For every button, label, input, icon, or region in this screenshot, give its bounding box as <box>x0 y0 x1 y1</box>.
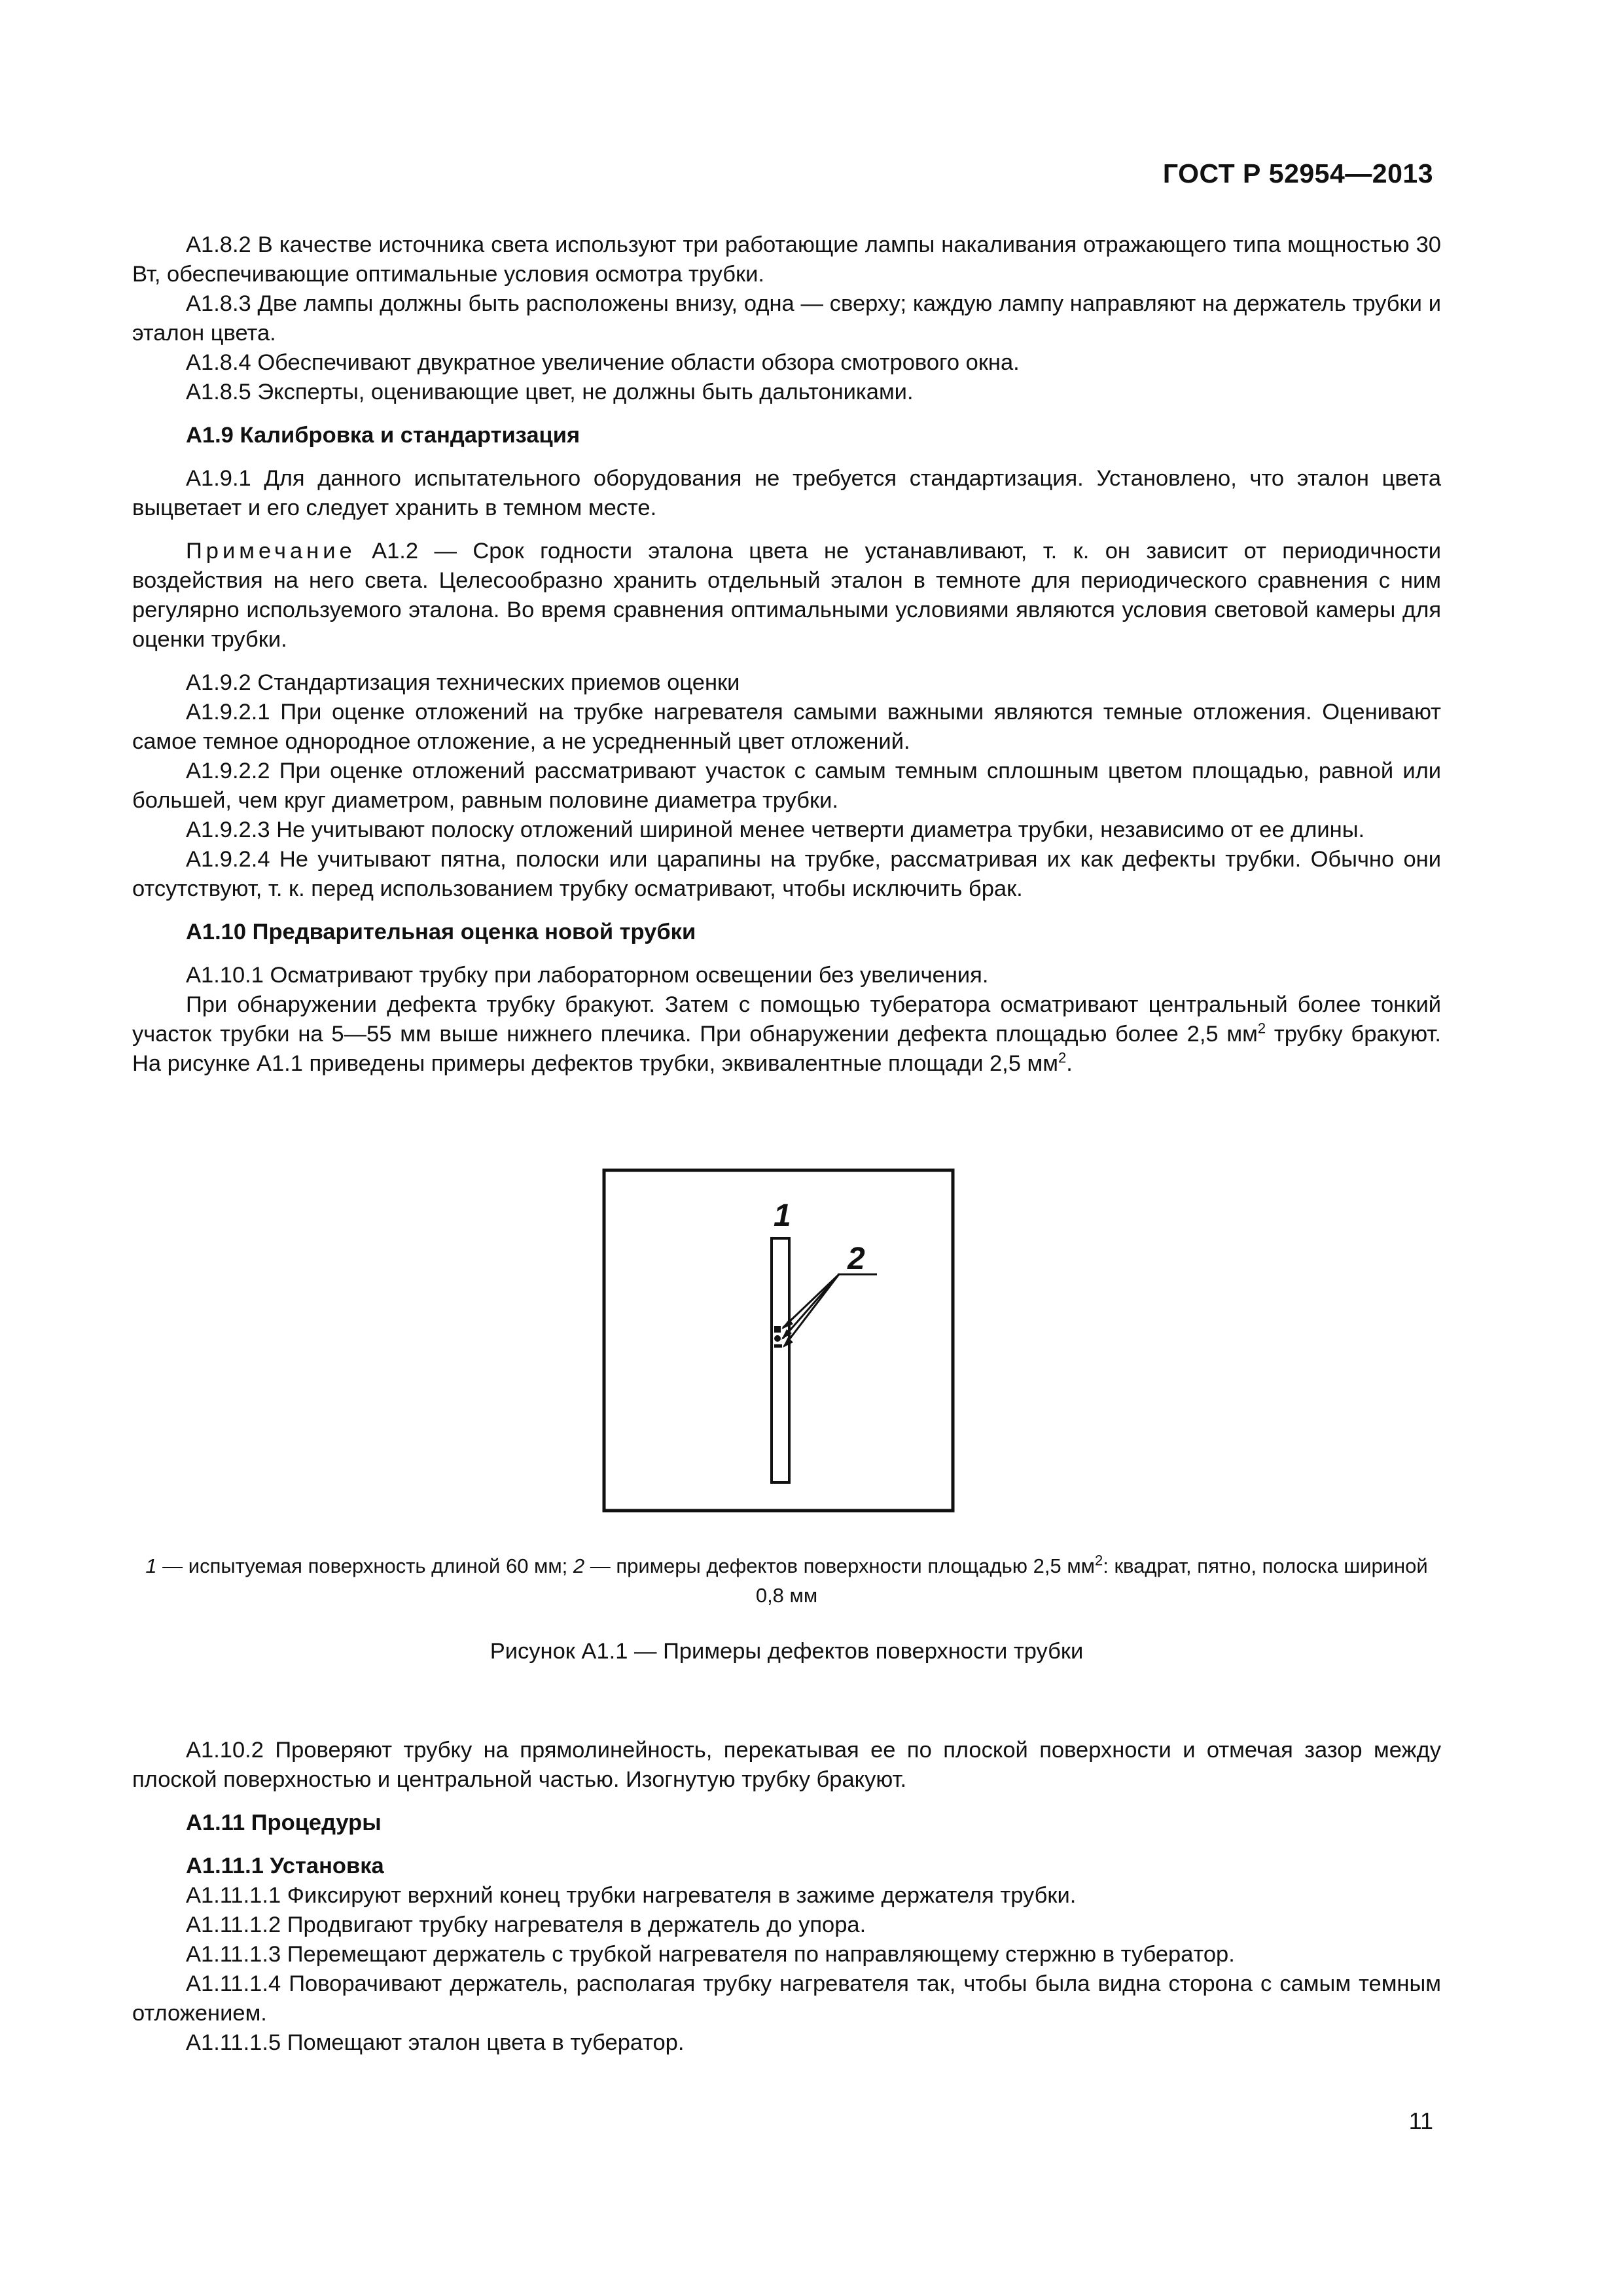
page-number: 11 <box>1408 2108 1433 2134</box>
note-label: Примечание <box>186 539 356 564</box>
test-tube-surface <box>772 1238 789 1482</box>
figure-label-2: 2 <box>847 1242 865 1276</box>
leader-line-strip <box>784 1274 839 1346</box>
heading-a1-11: А1.11 Процедуры <box>186 1810 382 1835</box>
paragraph-a1-11-1-1: А1.11.1.1 Фиксируют верхний конец трубки нагревателя в зажиме держателя трубки. <box>186 1883 1077 1908</box>
defect-spot <box>774 1335 781 1342</box>
figure-label-1: 1 <box>774 1198 791 1233</box>
heading-a1-10: А1.10 Предварительная оценка новой трубки <box>186 920 696 944</box>
leader-line-square <box>783 1274 839 1328</box>
paragraph-a1-8-2: А1.8.2 В качестве источника света используют три работающие лампы накаливания отражающего типа мощностью 30 Вт, обеспечивающие оптимальные условия осмотра трубки. <box>132 232 1441 287</box>
paragraph-a1-11-1-5: А1.11.1.5 Помещают эталон цвета в туберaтор. <box>186 2030 685 2055</box>
defect-square <box>774 1326 781 1333</box>
paragraph-a1-9-1: А1.9.1 Для данного испытательного оборудования не требуется стандартизация. Установлено, что эталон цвета выцветает и его следует хранить в темном месте. <box>132 466 1441 520</box>
paragraph-defect-rejection: При обнаружении дефекта трубку бракуют. Затем с помощью туберaтора осматривают центральный более тонкий участок трубки на 5—55 мм выше нижнего плечика. При обнаружении дефекта площадью более 2,5 $мм^2$ трубку бракуют. На рисунке А1.1 приведены примеры дефектов трубки, эквивалентные площади 2,5 $мм^2$. <box>132 992 1441 1076</box>
paragraph-a1-11-1-3: А1.11.1.3 Перемещают держатель с трубкой нагревателя по направляющему стержню в туберaтор. <box>186 1942 1235 1967</box>
paragraph-a1-8-5: А1.8.5 Эксперты, оценивающие цвет, не должны быть дальтониками. <box>186 380 914 404</box>
paragraph-a1-9-2-1: А1.9.2.1 При оценке отложений на трубке нагревателя самыми важными являются темные отложения. Оценивают самое темное однородное отложение, а не усредненный цвет отложений. <box>132 700 1441 754</box>
heading-a1-11-1: А1.11.1 Установка <box>186 1854 384 1878</box>
note-text: А1.2 — Срок годности эталона цвета не устанавливают, т. к. он зависит от периодичности воздействия на него света. Целесообразно хранить отдельный эталон в темноте для периодического сравнения с ним регулярно используемого эталона. Во время сравнения оптимальными условиями являются условия световой камеры для оценки трубки. <box>132 539 1441 652</box>
paragraph-a1-10-2: А1.10.2 Проверяют трубку на прямолинейность, перекатывая ее по плоской поверхности и отмечая зазор между плоской поверхностью и центральной частью. Изогнутую трубку бракуют. <box>132 1738 1441 1792</box>
document-id-header: ГОСТ Р 52954—2013 <box>1162 158 1433 188</box>
paragraph-a1-11-1-4: А1.11.1.4 Поворачивают держатель, располагая трубку нагревателя так, чтобы была видна сторона с самым темным отложением. <box>132 1971 1441 2026</box>
note-a1-2 <box>132 537 1441 655</box>
body-text-top <box>132 230 1441 1079</box>
defect-strip <box>774 1344 782 1348</box>
paragraph-a1-8-3: А1.8.3 Две лампы должны быть расположены внизу, одна — сверху; каждую лампу направляют на держатель трубки и эталон цвета. <box>132 291 1441 346</box>
figure-legend: 1 — испытуемая поверхность длиной 60 мм; 2 — примеры дефектов поверхности площадью 2,5 $мм^2$: квадрат, пятно, полоска шириной 0,8 мм <box>145 1552 1428 1607</box>
figure-a1-1 <box>602 1168 955 1513</box>
paragraph-a1-9-2-4: А1.9.2.4 Не учитывают пятна, полоски или царапины на трубке, рассматривая их как дефекты трубки. Обычно они отсутствуют, т. к. перед использованием трубку осматривают, чтобы исключить брак. <box>132 847 1441 901</box>
paragraph-a1-9-2-2: А1.9.2.2 При оценке отложений рассматривают участок с самым темным сплошным цветом площадью, равной или большей, чем круг диаметром, равным половине диаметра трубки. <box>132 759 1441 813</box>
paragraph-a1-11-1-2: А1.11.1.2 Продвигают трубку нагревателя в держатель до упора. <box>186 1912 866 1937</box>
paragraph-a1-9-2: А1.9.2 Стандартизация технических приемов оценки <box>186 670 740 695</box>
heading-a1-9: А1.9 Калибровка и стандартизация <box>186 423 580 448</box>
paragraph-a1-10-1: А1.10.1 Осматривают трубку при лабораторном освещении без увеличения. <box>186 963 989 988</box>
figure-title: Рисунок А1.1 — Примеры дефектов поверхности трубки <box>490 1639 1084 1664</box>
body-text-bottom <box>132 1736 1441 2058</box>
paragraph-a1-8-4: А1.8.4 Обеспечивают двукратное увеличение области обзора смотрового окна. <box>186 350 1020 375</box>
paragraph-a1-9-2-3: А1.9.2.3 Не учитывают полоску отложений шириной менее четверти диаметра трубки, независимо от ее длины. <box>186 817 1365 842</box>
figure-drawing <box>602 1168 955 1513</box>
